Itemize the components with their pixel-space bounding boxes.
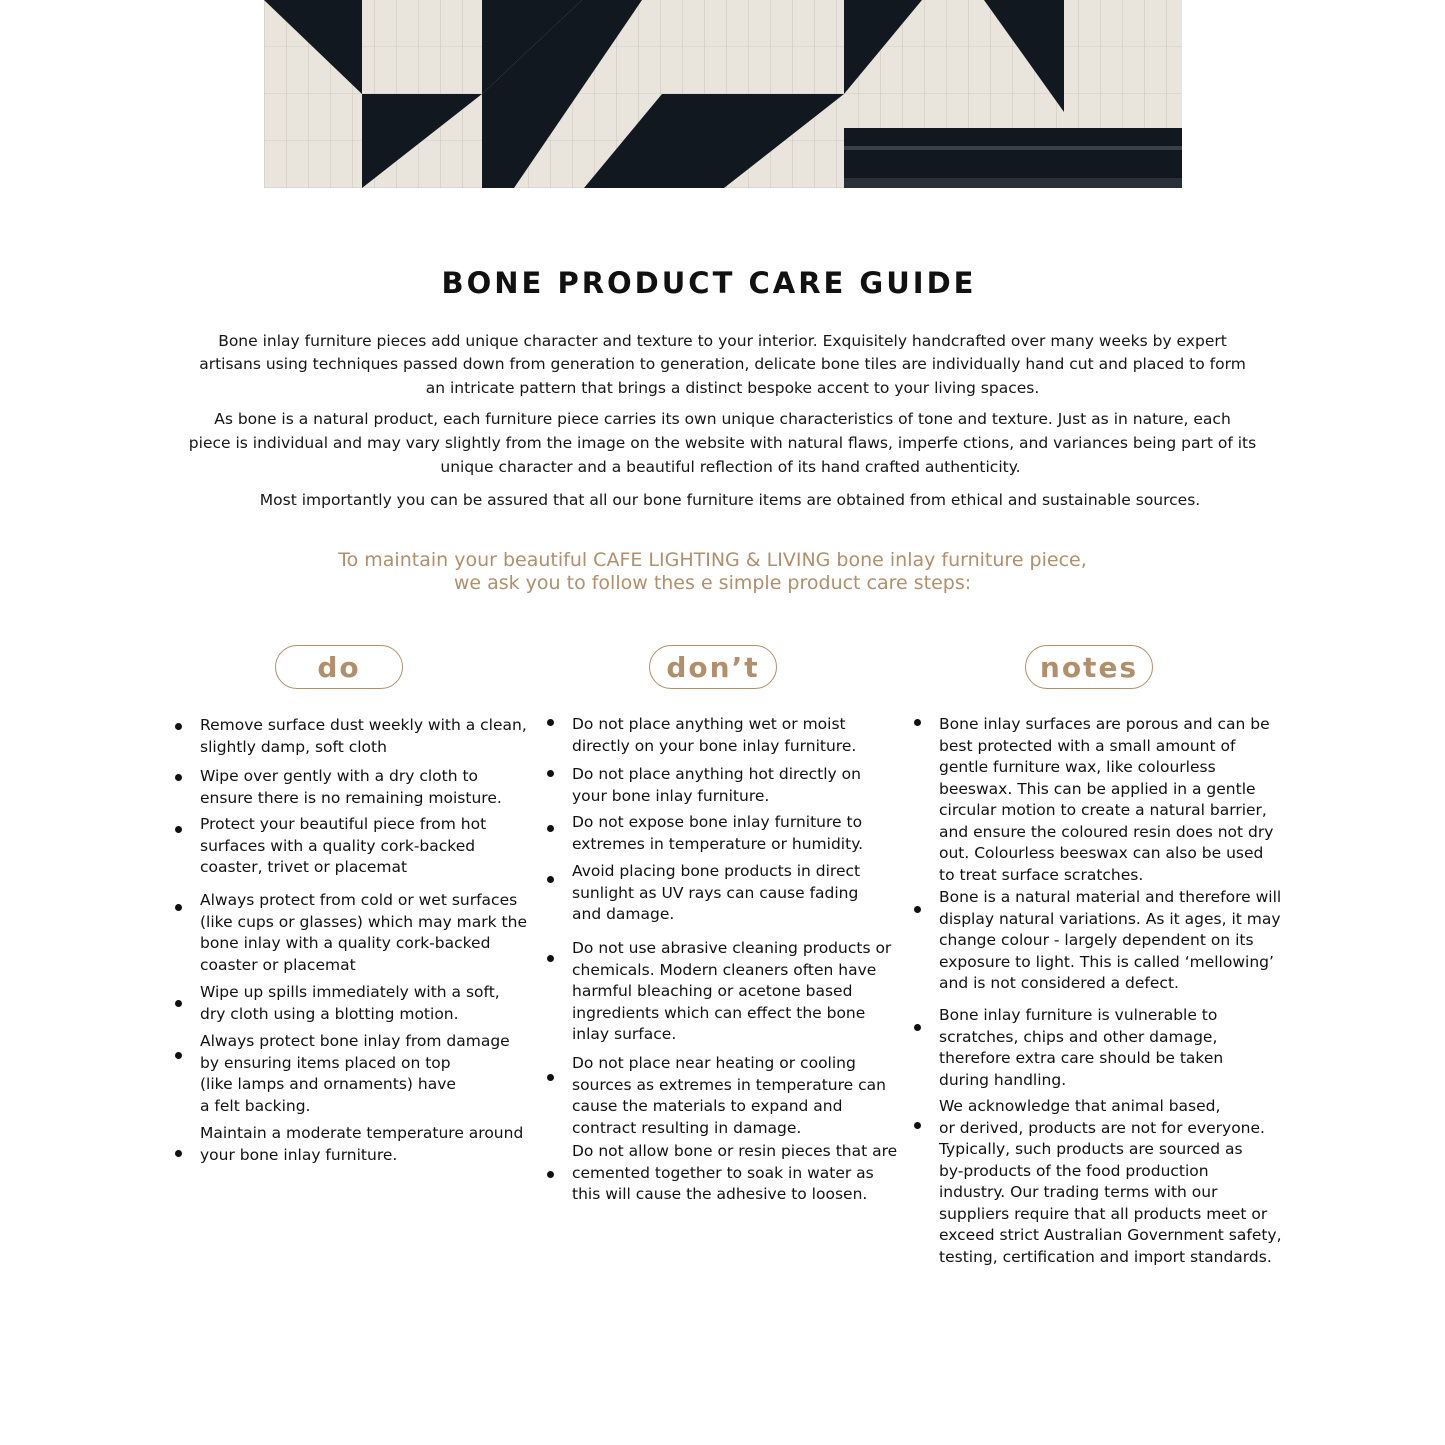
care-item-line: cause the materials to expand and [572,1097,843,1115]
bullet-dot [547,825,554,832]
care-item-line: your bone inlay furniture. [200,1145,398,1164]
care-item-line: testing, certification and import standards. [939,1247,1272,1266]
care-item-line: Bone is a natural material and therefore will [939,888,1282,906]
care-item [200,1031,510,1117]
care-item-line: sources as extremes in temperature can [572,1075,886,1094]
care-item [200,715,527,758]
bullet-dot [175,723,182,730]
bullet-dot [547,955,554,962]
care-item-line: inlay surface. [572,1025,677,1043]
care-item-line: Do not allow bone or resin pieces that are [572,1142,898,1160]
care-item [939,887,1281,995]
care-item-line: Bone inlay furniture is vulnerable to [939,1006,1218,1024]
care-item-line: and is not considered a defect. [939,974,1179,992]
care-item [572,714,856,757]
care-item-line: Wipe over gently with a dry cloth to [200,767,479,785]
bullet-dot [175,774,182,781]
care-item-line: circular motion to create a natural barrier, [939,801,1267,819]
care-item [572,1141,897,1206]
care-item-line: out. Colourless beeswax can also be used [939,844,1264,862]
care-item-line: Do not place anything hot directly on [572,765,861,783]
care-item-line: sunlight as UV rays can cause fading [572,883,859,902]
subheading-line-2: we ask you to follow thes e simple product care steps: [453,572,972,594]
care-item-line: and ensure the coloured resin does not dry [939,822,1274,841]
care-item-line: and damage. [572,905,675,923]
bullet-dot [914,719,921,726]
care-item-line: ingredients which can effect the bone [572,1003,866,1022]
care-item-line: display natural variations. As it ages, it may [939,909,1281,928]
care-item-line: Wipe up spills immediately with a soft, [200,983,500,1001]
care-item-line: Do not place anything wet or moist [572,715,846,733]
intro-line: piece is individual and may vary slightly from the image on the website with natural flaws, imperfe ctions, and variances being part of its [188,434,1257,452]
care-item-line: by ensuring items placed on top [200,1053,451,1072]
care-item-line: by-products of the food production [939,1161,1209,1180]
care-item [939,1005,1223,1091]
care-item [200,982,500,1025]
intro-line: As bone is a natural product, each furniture piece carries its own unique characteristics of tone and texture. Just as in nature, each [214,410,1231,428]
care-item-line: scratches, chips and other damage, [939,1027,1218,1046]
bullet-dot [547,719,554,726]
care-item-line: Maintain a moderate temperature around [200,1124,524,1142]
bullet-dot [175,1000,182,1007]
care-item-line: chemicals. Modern cleaners often have [572,960,877,979]
care-item-line: Do not use abrasive cleaning products or [572,939,892,957]
dont-heading: don’t [649,645,777,689]
care-item-line: bone inlay with a quality cork-backed [200,934,491,952]
care-item-line: this will cause the adhesive to loosen. [572,1185,868,1203]
bullet-dot [175,1150,182,1157]
bullet-dot [914,906,921,913]
care-item-line: industry. Our trading terms with our [939,1183,1218,1201]
care-item-line: (like cups or glasses) which may mark the [200,912,527,931]
care-item-line: Remove surface dust weekly with a clean, [200,716,527,734]
notes-heading: notes [1025,645,1153,689]
care-item [200,814,486,879]
care-item-line: extremes in temperature or humidity. [572,834,864,853]
hero-image [264,0,1182,188]
care-item-line: Avoid placing bone products in direct [572,862,861,880]
care-item [572,938,891,1046]
bullet-dot [175,1052,182,1059]
care-item-line: or derived, products are not for everyone. [939,1118,1265,1137]
care-item-line: coaster or placemat [200,955,356,974]
care-item-line: Always protect from cold or wet surfaces [200,891,518,909]
care-item-line: dry cloth using a blotting motion. [200,1004,459,1023]
care-item [200,890,527,976]
care-item-line: cemented together to soak in water as [572,1163,874,1182]
bullet-dot [547,876,554,883]
care-item-line: best protected with a small amount of [939,736,1236,755]
care-item-line: Always protect bone inlay from damage [200,1032,510,1050]
care-item-line: therefore extra care should be taken [939,1049,1224,1067]
care-item-line: ensure there is no remaining moisture. [200,788,502,807]
bullet-dot [547,770,554,777]
care-item-line: Bone inlay surfaces are porous and can be [939,715,1270,733]
care-item-line: change colour - largely dependent on its [939,931,1254,949]
care-item-line: exposure to light. This is called ‘mellowing’ [939,952,1274,971]
care-item-line: coaster, trivet or placemat [200,858,408,876]
intro-line: an intricate pattern that brings a distinct bespoke accent to your living spaces. [425,379,1040,397]
bullet-dot [914,1024,921,1031]
care-item-line: during handling. [939,1070,1067,1089]
bullet-dot [175,904,182,911]
care-item [200,1123,523,1166]
care-item [200,766,502,809]
care-item [572,861,860,926]
care-item-line: Typically, such products are sourced as [939,1140,1243,1158]
care-item-line: gentle furniture wax, like colourless [939,758,1216,776]
care-item-line: harmful bleaching or acetone based [572,982,853,1000]
care-item-line: directly on your bone inlay furniture. [572,736,857,755]
care-item-line: contract resulting in damage. [572,1118,802,1137]
care-item-line: Do not expose bone inlay furniture to [572,813,863,831]
care-item [939,714,1273,886]
intro-line: Most importantly you can be assured that all our bone furniture items are obtained from ethical and sustainable sources. [259,491,1201,509]
care-item-line: suppliers require that all products meet or [939,1204,1268,1223]
bullet-dot [175,826,182,833]
care-item-line: surfaces with a quality cork-backed [200,836,476,855]
care-item-line: (like lamps and ornaments) have [200,1075,456,1093]
page-title: BONE PRODUCT CARE GUIDE [441,266,977,300]
bullet-dot [547,1074,554,1081]
care-item [572,1053,886,1139]
bullet-dot [914,1122,921,1129]
care-item-line: Do not place near heating or cooling [572,1054,856,1072]
care-item-line: your bone inlay furniture. [572,786,770,805]
care-item-line: to treat surface scratches. [939,865,1144,884]
intro-line: unique character and a beautiful reflection of its hand crafted authenticity. [440,458,1021,476]
care-item-line: a felt backing. [200,1096,311,1115]
subheading-line-1: To maintain your beautiful CAFE LIGHTING & LIVING bone inlay furniture piece, [338,549,1087,571]
do-heading: do [275,645,403,689]
care-item-line: We acknowledge that animal based, [939,1097,1221,1115]
bullet-dot [547,1171,554,1178]
care-item-line: slightly damp, soft cloth [200,737,387,756]
care-item-line: Protect your beautiful piece from hot [200,815,487,833]
intro-line: artisans using techniques passed down from generation to generation, delicate bone tiles are individually hand cut and placed to form [199,355,1246,373]
care-item-line: exceed strict Australian Government safety, [939,1226,1282,1244]
care-item [939,1096,1282,1268]
care-item [572,812,863,855]
care-item [572,764,861,807]
hero-pattern [264,0,1182,188]
intro-line: Bone inlay furniture pieces add unique character and texture to your interior. Exquisitely handcrafted over many weeks by expert [218,332,1227,350]
care-item-line: beeswax. This can be applied in a gentle [939,779,1256,798]
